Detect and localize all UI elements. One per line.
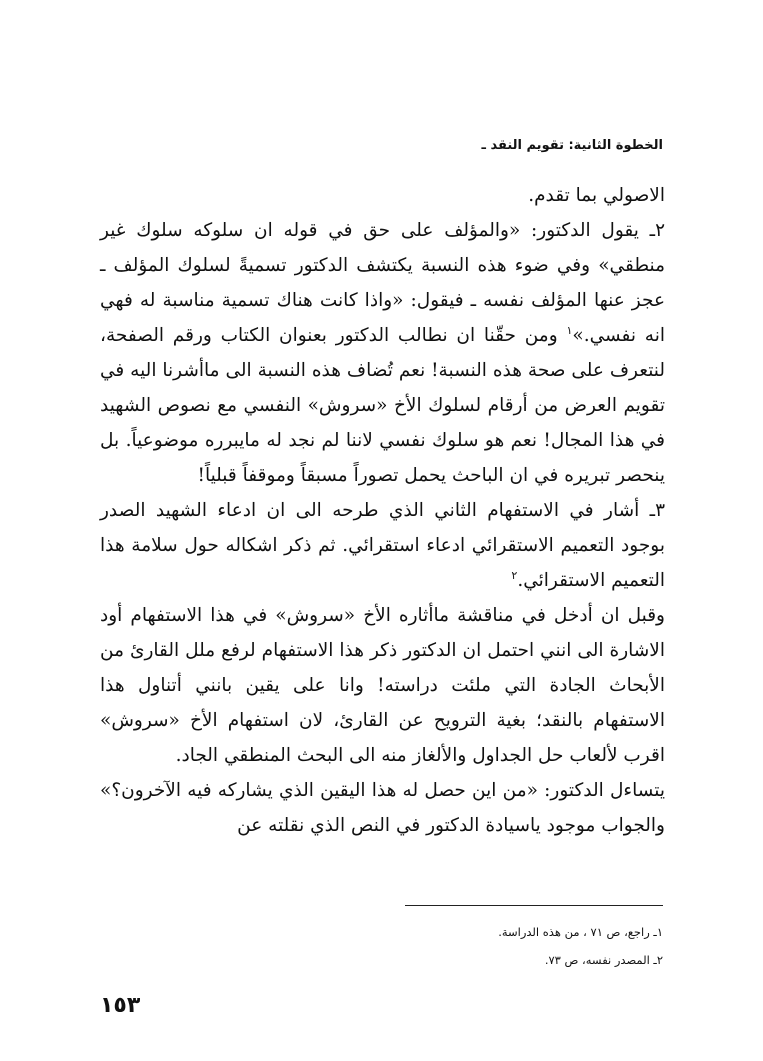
footnote-1: ١ـ راجع، ص ٧١ ، من هذه الدراسة. [498, 925, 663, 939]
footnote-divider [405, 905, 663, 906]
footnote-mark: ٢ [511, 568, 518, 582]
paragraph-text: ٢ـ يقول الدكتور: «والمؤلف على حق في قوله ان سلوكه سلوك غير منطقي» وفي ضوء هذه النسبة يكتشف الدكتور تسميةً لسلوك المؤلف ـ عجز عنها المؤلف نفسه ـ فيقول: «واذا كانت هناك تسمية مناسبة له فهي انه نفسي.» [100, 220, 665, 346]
paragraph-text: يتساءل الدكتور: «من اين حصل له هذا اليقين الذي يشاركه فيه الآخرون؟» والجواب موجود ياسيادة الدكتور في النص الذي نقلته عن [100, 780, 665, 836]
footnotes [98, 918, 663, 974]
paragraph-point-2 [100, 213, 665, 493]
paragraph-text: ٣ـ أشار في الاستفهام الثاني الذي طرحه الى ان ادعاء الشهيد الصدر بوجود التعميم الاستقرائي ادعاء استقرائي. ثم ذكر اشكاله حول سلامة هذا التعميم الاستقرائي. [100, 500, 665, 591]
page-number: ١٥٣ [100, 993, 141, 1018]
body-text [100, 178, 665, 843]
paragraph-text: الاصولي بما تقدم. [528, 185, 665, 206]
paragraph-intro [100, 178, 665, 213]
running-header: الخطوة الثانية: تقويم النقد ـ [481, 138, 663, 153]
paragraph-point-3 [100, 493, 665, 598]
paragraph-text: ومن حقّنا ان نطالب الدكتور بعنوان الكتاب ورقم الصفحة، لنتعرف على صحة هذه النسبة! نعم تُضاف هذه النسبة الى ماأشرنا اليه في تقويم العرض من أرقام لسلوك الأخ «سروش» النفسي مع نصوص الشهيد في هذا المجال! نعم هو سلوك نفسي لاننا لم نجد له مايبرره موضوعياً. بل ينحصر تبريره في ان الباحث يحمل تصوراً مسبقاً وموقفاً قبلياً! [100, 325, 665, 486]
paragraph-discussion [100, 598, 665, 773]
paragraph-text: وقبل ان أدخل في مناقشة ماأثاره الأخ «سروش» في هذا الاستفهام أود الاشارة الى انني احتمل ان الدكتور ذكر هذا الاستفهام لرفع ملل القارئ من الأبحاث الجادة التي ملئت دراسته! وانا على يقين بانني أتناول هذا الاستفهام بالنقد؛ بغية الترويح عن القارئ، لان استفهام الأخ «سروش» اقرب لألعاب حل الجداول والألغاز منه الى البحث المنطقي الجاد. [100, 605, 665, 766]
footnote-2: ٢ـ المصدر نفسه، ص ٧٣. [544, 953, 663, 967]
footnote-mark: ١ [566, 323, 573, 337]
paragraph-question [100, 773, 665, 843]
